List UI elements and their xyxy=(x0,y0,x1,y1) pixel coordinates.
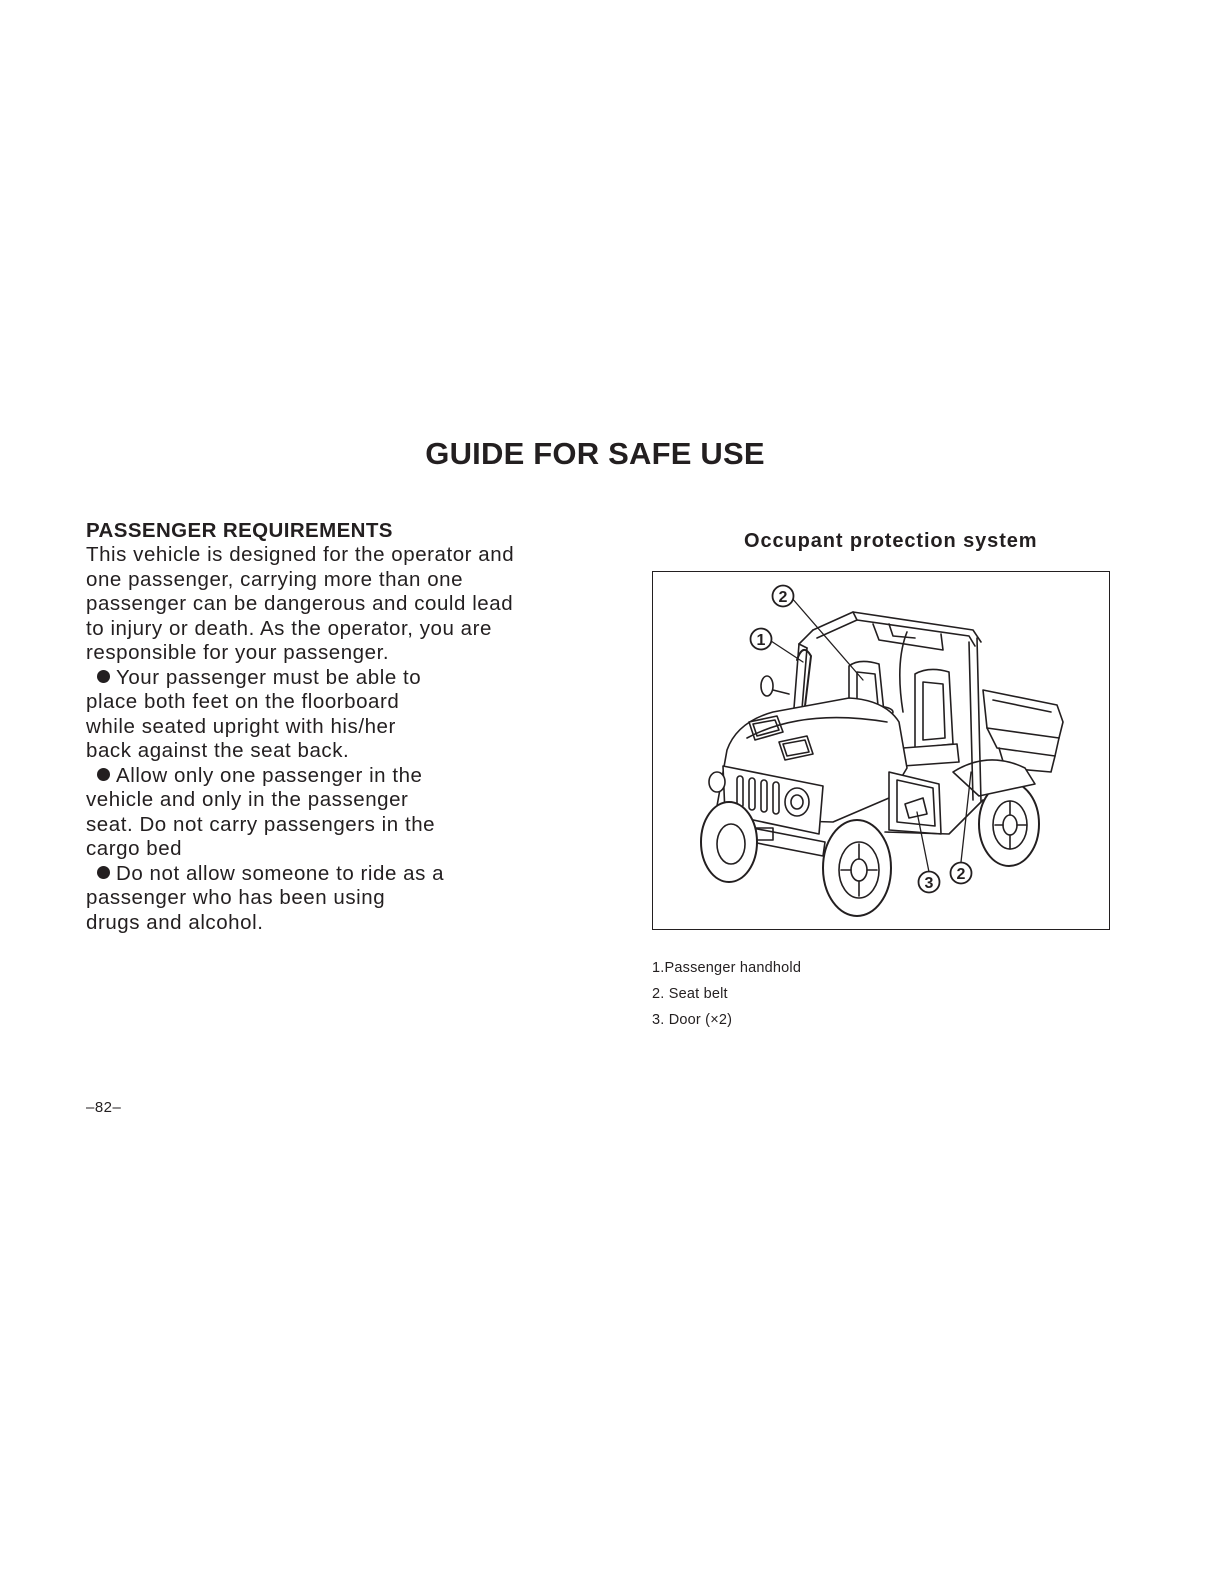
bullet-item xyxy=(86,666,566,764)
bullet-text: place both feet on the floorboard xyxy=(86,690,400,713)
page-number: –82– xyxy=(86,1099,122,1116)
bullet-text: drugs and alcohol. xyxy=(86,910,264,934)
callout-2-bottom xyxy=(951,863,972,884)
bullet-item xyxy=(86,764,566,862)
bullet-dot-icon xyxy=(97,670,110,683)
figure-caption: Occupant protection system xyxy=(744,530,1038,552)
legend-item-seat-belt: 2. Seat belt xyxy=(652,986,728,1002)
svg-text:2: 2 xyxy=(778,589,788,606)
utv-illustration-figure xyxy=(652,571,1110,930)
bullet-dot-icon xyxy=(97,768,110,781)
intro-line: This vehicle is designed for the operator and xyxy=(86,543,515,566)
bullet-text: Allow only one passenger in the xyxy=(116,763,423,787)
legend-item-door: 3. Door (×2) xyxy=(652,1012,733,1028)
intro-line: one passenger, carrying more than one xyxy=(86,567,464,591)
intro-line: passenger can be dangerous and could lead xyxy=(86,592,514,615)
intro-line: to injury or death. As the operator, you are xyxy=(86,616,492,640)
svg-text:1: 1 xyxy=(756,632,766,649)
intro-line: responsible for your passenger. xyxy=(86,641,390,664)
section-heading: PASSENGER REQUIREMENTS xyxy=(86,519,393,542)
callout-labels xyxy=(653,572,1109,929)
bullet-text: Do not allow someone to ride as a xyxy=(116,861,445,885)
bullet-text: Your passenger must be able to xyxy=(116,665,422,689)
legend-item-passenger-handhold: 1.Passenger handhold xyxy=(652,960,802,976)
bullet-text: seat. Do not carry passengers in the xyxy=(86,812,436,836)
bullet-text: while seated upright with his/her xyxy=(86,714,396,738)
bullet-text: cargo bed xyxy=(86,837,183,860)
bullet-dot-icon xyxy=(97,866,110,879)
intro-paragraph xyxy=(86,543,566,666)
callout-2-top xyxy=(773,586,794,607)
callout-3 xyxy=(919,872,940,893)
bullet-item xyxy=(86,862,566,936)
bullet-text: vehicle and only in the passenger xyxy=(86,788,409,811)
bullet-list xyxy=(86,666,566,936)
passenger-requirements-section xyxy=(86,518,566,935)
svg-text:2: 2 xyxy=(956,866,966,883)
callout-1 xyxy=(751,629,772,650)
page-title: GUIDE FOR SAFE USE xyxy=(425,436,765,471)
bullet-text: back against the seat back. xyxy=(86,739,350,762)
figure-legend xyxy=(652,955,801,1033)
bullet-text: passenger who has been using xyxy=(86,886,386,909)
svg-text:3: 3 xyxy=(924,875,934,892)
